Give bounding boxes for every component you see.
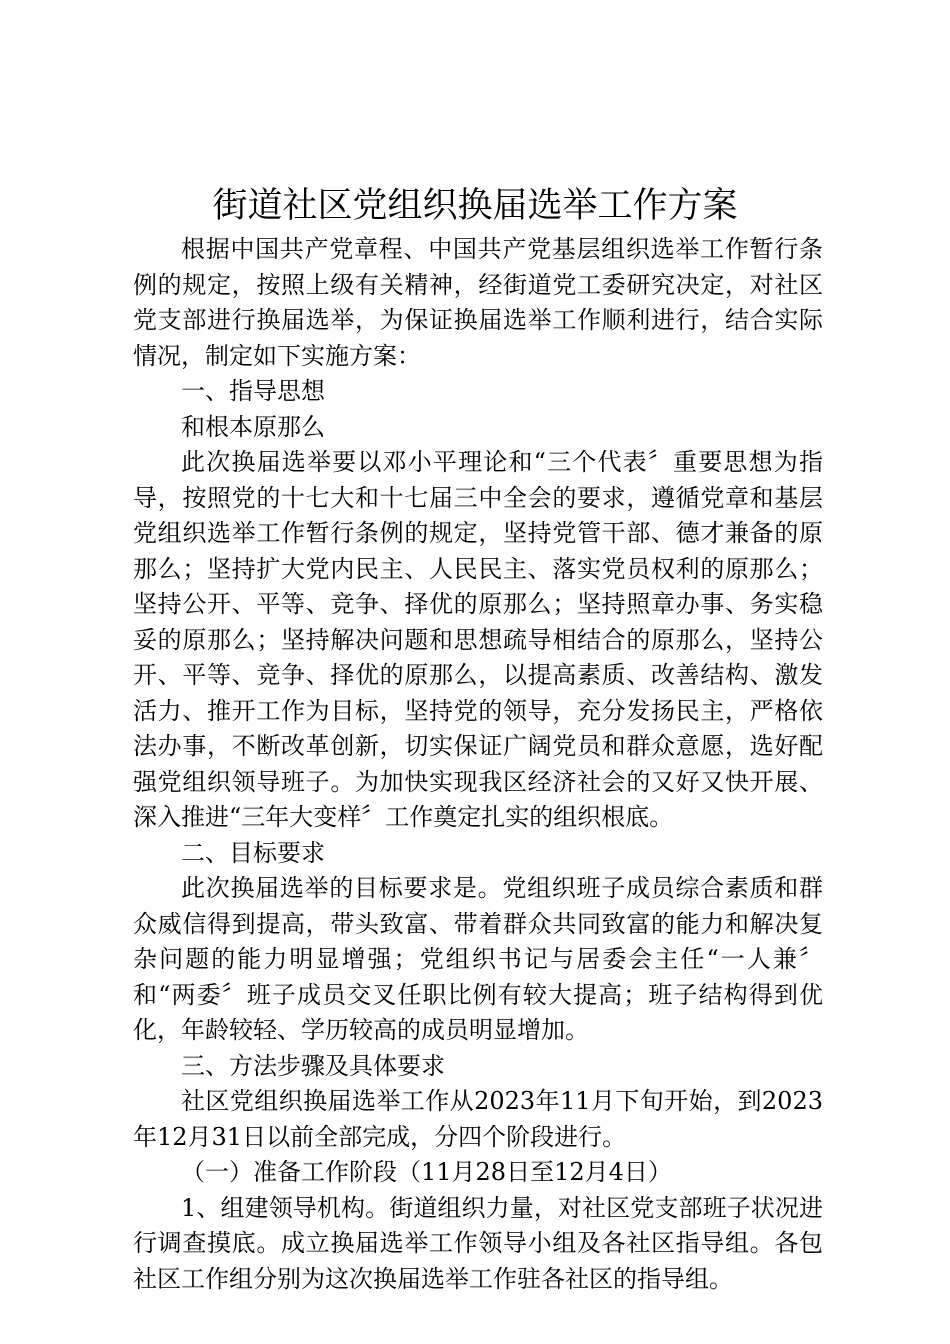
- heading-preparation-stage: （一）准备工作阶段（11月28日至12月4日）: [181, 1158, 672, 1186]
- paragraph-guiding-ideology: 此次换届选举要以邓小平理论和“三个代表〞重要思想为指导，按照党的十七大和十七届三中全会的要求，遵循党章和基层党组织选举工作暂行条例的规定，坚持党管干部、德才兼备的原那么；坚持扩大党内民主、人民民主、落实党员权利的原那么；坚持公开、平等、竞争、择优的原那么；坚持照章办事、务实稳妥的原那么；坚持解决问题和思想疏导相结合的原那么，坚持公开、平等、竞争、择优的原那么，以提高素质、改善结构、激发活力、推开工作为目标，坚持党的领导，充分发扬民主，严格依法办事，不断改革创新，切实保证广阔党员和群众意愿，选好配强党组织领导班子。为加快实现我区经济社会的又好又快开展、深入推进“三年大变样〞工作奠定扎实的组织根底。: [133, 448, 823, 831]
- paragraph-intro: 根据中国共产党章程、中国共产党基层组织选举工作暂行条例的规定，按照上级有关精神，经街道党工委研究决定，对社区党支部进行换届选举，为保证换届选举工作顺利进行，结合实际情况，制定如下实施方案：: [133, 235, 823, 370]
- paragraph-leadership-setup: 1、组建领导机构。街道组织力量，对社区党支部班子状况进行调查摸底。成立换届选举工作领导小组及各社区指导组。各包社区工作组分别为这次换届选举工作驻各社区的指导组。: [133, 1193, 823, 1293]
- heading-methods-steps: 三、方法步骤及具体要求: [181, 1051, 445, 1080]
- heading-objectives: 二、目标要求: [181, 838, 325, 867]
- paragraph-schedule: 社区党组织换届选举工作从2023年11月下旬开始，到2023年12月31日以前全部完成，分四个阶段进行。: [133, 1087, 823, 1151]
- heading-principles: 和根本原那么: [181, 412, 325, 441]
- heading-guiding-ideology: 一、指导思想: [181, 377, 325, 405]
- document-body: [133, 232, 823, 1297]
- document-title: 街道社区党组织换届选举工作方案: [212, 186, 738, 226]
- paragraph-objectives: 此次换届选举的目标要求是。党组织班子成员综合素质和群众威信得到提高，带头致富、带着群众共同致富的能力和解决复杂问题的能力明显增强；党组织书记与居委会主任“一人兼〞和“两委〞班子成员交叉任职比例有较大提高；班子结构得到优化，年龄较轻、学历较高的成员明显增加。: [133, 874, 823, 1044]
